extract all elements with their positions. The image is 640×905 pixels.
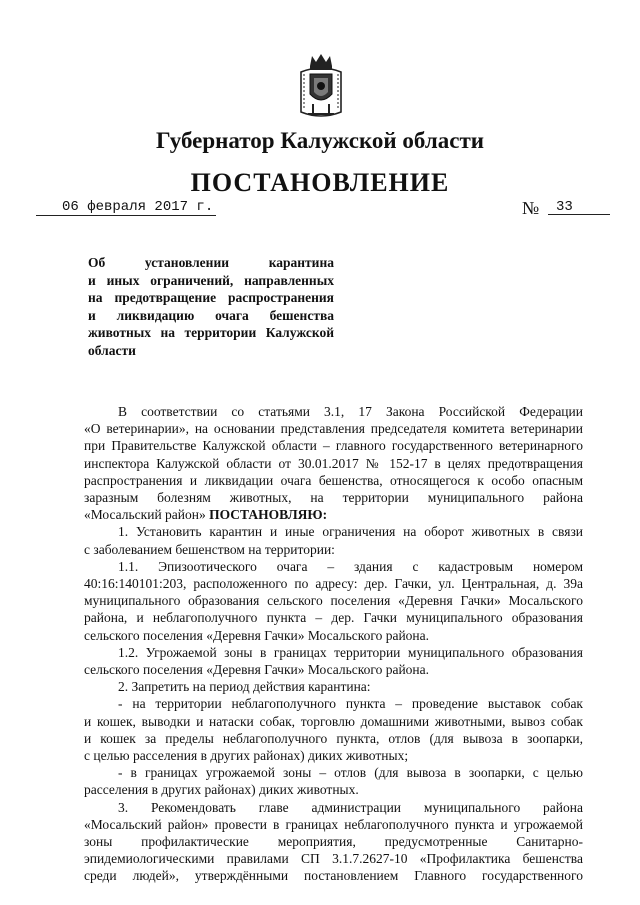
paragraph-1-1-line: 40:16:140101:203, расположенного по адресу: дер. Гачки, ул. Центральная, д. 39а: [84, 576, 583, 592]
paragraph-2a-line: - на территории неблагополучного пункта – проведение выставок собак: [118, 696, 583, 712]
preamble-line: инспектора Калужской области от 30.01.2017 № 152-17 в целях предотвращения: [84, 455, 583, 471]
preamble-line: распространения и ликвидации очага бешенства, относящегося к особо опасным: [84, 472, 583, 488]
paragraph-1-2-line: 1.2. Угрожаемой зоны в границах территории муниципального образования: [118, 644, 583, 660]
paragraph-3-line: «Мосальский район» провести в границах неблагополучного пункта и угрожаемой: [84, 816, 583, 832]
coat-of-arms-emblem: [298, 52, 344, 120]
subject-line: животных на территории Калужской: [88, 325, 334, 340]
paragraph-2b-line: расселения в других районах) диких животных.: [84, 782, 359, 798]
subject-line: на предотвращение распространения: [88, 290, 334, 305]
document-date: 06 февраля 2017 г.: [62, 199, 214, 215]
subject-line: и ликвидацию очага бешенства: [88, 307, 334, 323]
decree-word: ПОСТАНОВЛЯЮ:: [209, 507, 328, 523]
paragraph-2-line: 2. Запретить на период действия карантина:: [118, 679, 371, 695]
paragraph-1-2-line: сельского поселения «Деревня Гачки» Мосальского района.: [84, 662, 430, 678]
document-number: 33: [556, 199, 573, 215]
document-type-title: ПОСТАНОВЛЕНИЕ: [190, 168, 450, 197]
subject-line: Об установлении карантина: [88, 255, 334, 270]
paragraph-1-1-line: 1.1. Эпизоотического очага – здания с кадастровым номером: [118, 558, 583, 574]
paragraph-2a-line: с целью расселения в других районах) диких животных;: [84, 748, 409, 764]
subject-line: области: [88, 342, 136, 358]
paragraph-2b-line: - в границах угрожаемой зоны – отлов (для вывоза в зоопарки, с целью: [118, 765, 583, 781]
preamble-end: «Мосальский район»: [84, 507, 206, 523]
paragraph-2a-line: и кошек за пределы неблагополучного пункта, отлов (для вывоза в зоопарки,: [84, 730, 583, 746]
document-body: [84, 403, 583, 885]
subject-line: и иных ограничений, направленных: [88, 272, 334, 288]
paragraph-1-1-line: муниципального образования сельского поселения «Деревня Гачки» Мосальского: [84, 593, 583, 609]
paragraph-3-line: 3. Рекомендовать главе администрации муниципального района: [118, 799, 583, 815]
paragraph-3-line: зоны профилактические мероприятия, предусмотренные Санитарно-: [84, 834, 583, 850]
preamble-line: заразным болезням животных, на территории муниципального района: [84, 490, 583, 506]
paragraph-3-line: среди людей», утверждёнными постановлением Главного государственного: [84, 868, 583, 884]
preamble-final-line: [84, 506, 583, 523]
paragraph-2a-line: и кошек, выводки и натаски собак, торговлю домашними животными, вывоз собак: [84, 713, 583, 729]
paragraph-1-line: с заболеванием бешенством на территории:: [84, 541, 335, 557]
preamble-line: «О ветеринарии», на основании представления председателя комитета ветеринарии: [84, 421, 583, 437]
paragraph-1-line: 1. Установить карантин и иные ограничения на оборот животных в связи: [118, 524, 583, 540]
paragraph-3-line: эпидемиологическими правилами СП 3.1.7.2627-10 «Профилактика бешенства: [84, 851, 583, 867]
document-number-label: №: [522, 198, 540, 218]
paragraph-1-1-line: района, и неблагополучного пункта – дер. Гачки муниципального образования: [84, 610, 583, 626]
preamble-line: В соответствии со статьями 3.1, 17 Закона Российской Федерации: [118, 404, 583, 419]
paragraph-1-1-line: сельского поселения «Деревня Гачки» Мосальского района.: [84, 627, 430, 643]
issuing-authority: Губернатор Калужской области: [155, 128, 485, 153]
document-subject: [88, 254, 334, 359]
preamble-line: при Правительстве Калужской области – главного государственного ветеринарного: [84, 438, 583, 454]
